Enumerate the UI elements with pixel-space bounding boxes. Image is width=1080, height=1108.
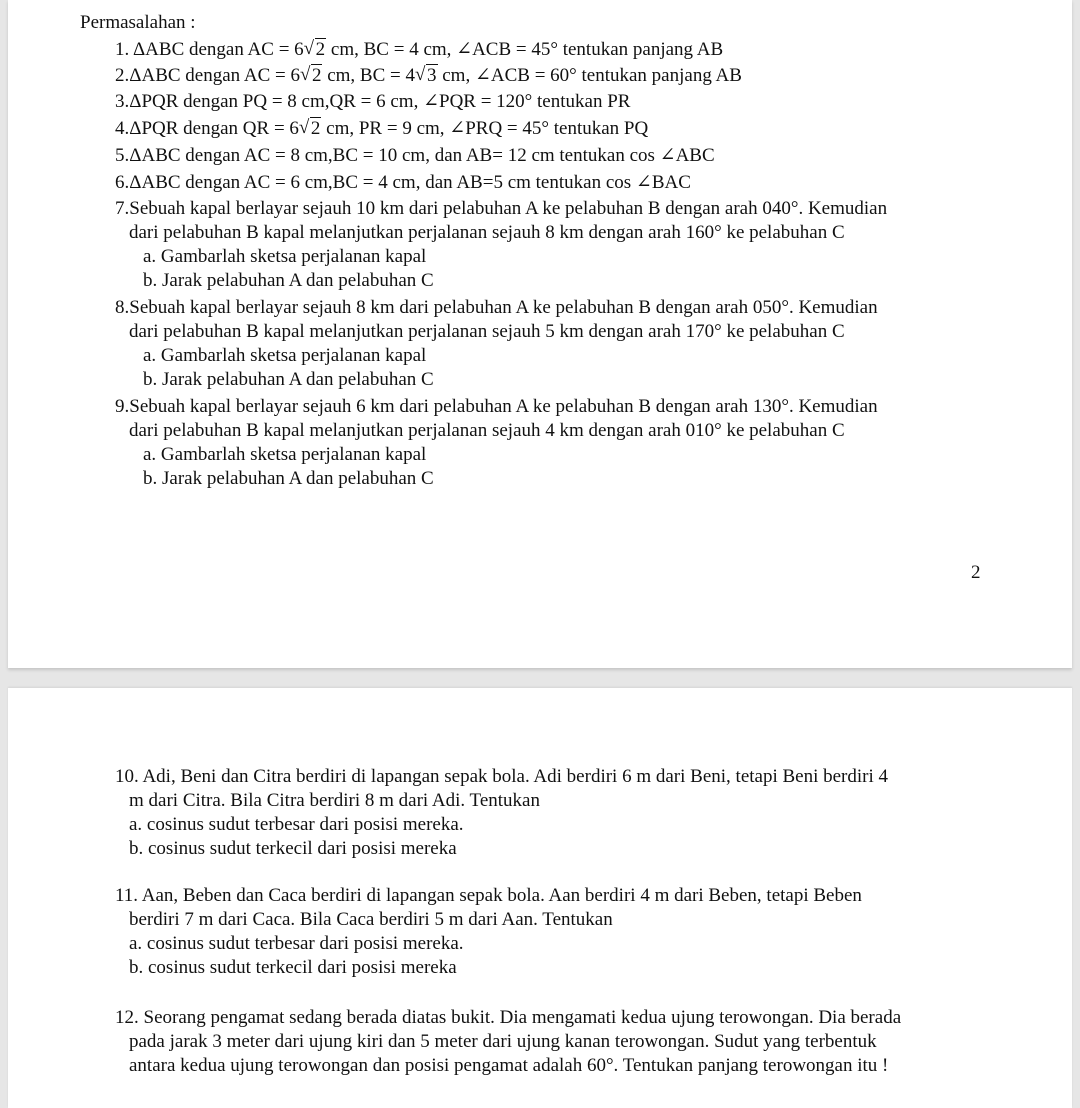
problem-12-line-3: antara kedua ujung terowongan dan posisi pengamat adalah 60°. Tentukan panjang terowongan itu ! bbox=[129, 1055, 889, 1076]
problem-8-line-2: dari pelabuhan B kapal melanjutkan perjalanan sejauh 5 km dengan arah 170° ke pelabuhan C bbox=[129, 321, 845, 342]
problem-8-b: b. Jarak pelabuhan A dan pelabuhan C bbox=[143, 369, 434, 390]
problem-7-line-1: 7.Sebuah kapal berlayar sejauh 10 km dari pelabuhan A ke pelabuhan B dengan arah 040°. Kemudian bbox=[115, 198, 888, 219]
problem-10-line-2: m dari Citra. Bila Citra berdiri 8 m dari Adi. Tentukan bbox=[129, 790, 540, 811]
problem-2: 2.ΔABC dengan AC = 6√ 2 cm, BC = 4√ 3 cm, ∠ACB = 60° tentukan panjang AB bbox=[115, 64, 742, 88]
document-page-2 bbox=[8, 688, 1072, 1108]
problem-6: 6.ΔABC dengan AC = 6 cm,BC = 4 cm, dan AB=5 cm tentukan cos ∠BAC bbox=[115, 172, 691, 193]
problem-11-line-2: berdiri 7 m dari Caca. Bila Caca berdiri 5 m dari Aan. Tentukan bbox=[129, 909, 613, 930]
problem-11-line-1: 11. Aan, Beben dan Caca berdiri di lapangan sepak bola. Aan berdiri 4 m dari Beben, tetapi Beben bbox=[115, 885, 862, 906]
problem-7-a: a. Gambarlah sketsa perjalanan kapal bbox=[143, 246, 427, 267]
problem-8-line-1: 8.Sebuah kapal berlayar sejauh 8 km dari pelabuhan A ke pelabuhan B dengan arah 050°. Kemudian bbox=[115, 297, 878, 318]
problem-12-line-1: 12. Seorang pengamat sedang berada diatas bukit. Dia mengamati kedua ujung terowongan. Dia berada bbox=[115, 1007, 902, 1028]
problem-1: 1. ΔABC dengan AC = 6√ 2 cm, BC = 4 cm, ∠ACB = 45° tentukan panjang AB bbox=[115, 38, 723, 62]
problem-9-line-2: dari pelabuhan B kapal melanjutkan perjalanan sejauh 4 km dengan arah 010° ke pelabuhan C bbox=[129, 420, 845, 441]
problem-9-b: b. Jarak pelabuhan A dan pelabuhan C bbox=[143, 468, 434, 489]
problem-10-b: b. cosinus sudut terkecil dari posisi mereka bbox=[129, 838, 457, 859]
problem-11-b: b. cosinus sudut terkecil dari posisi mereka bbox=[129, 957, 457, 978]
problem-11-a: a. cosinus sudut terbesar dari posisi mereka. bbox=[129, 933, 464, 954]
problem-7-b: b. Jarak pelabuhan A dan pelabuhan C bbox=[143, 270, 434, 291]
problem-3: 3.ΔPQR dengan PQ = 8 cm,QR = 6 cm, ∠PQR = 120° tentukan PR bbox=[115, 91, 631, 112]
problem-10-a: a. cosinus sudut terbesar dari posisi mereka. bbox=[129, 814, 464, 835]
problem-9-line-1: 9.Sebuah kapal berlayar sejauh 6 km dari pelabuhan A ke pelabuhan B dengan arah 130°. Kemudian bbox=[115, 396, 878, 417]
problem-8-a: a. Gambarlah sketsa perjalanan kapal bbox=[143, 345, 427, 366]
problem-5: 5.ΔABC dengan AC = 8 cm,BC = 10 cm, dan AB= 12 cm tentukan cos ∠ABC bbox=[115, 145, 715, 166]
problem-10-line-1: 10. Adi, Beni dan Citra berdiri di lapangan sepak bola. Adi berdiri 6 m dari Beni, tetapi Beni berdiri 4 bbox=[115, 766, 889, 787]
problem-7-line-2: dari pelabuhan B kapal melanjutkan perjalanan sejauh 8 km dengan arah 160° ke pelabuhan C bbox=[129, 222, 845, 243]
problem-12-line-2: pada jarak 3 meter dari ujung kiri dan 5 meter dari ujung kanan terowongan. Sudut yang terbentuk bbox=[129, 1031, 877, 1052]
problem-4: 4.ΔPQR dengan QR = 6√ 2 cm, PR = 9 cm, ∠PRQ = 45° tentukan PQ bbox=[115, 117, 648, 141]
document-page-1 bbox=[8, 0, 1072, 668]
heading: Permasalahan : bbox=[80, 12, 196, 33]
page-number: 2 bbox=[971, 562, 981, 583]
problem-9-a: a. Gambarlah sketsa perjalanan kapal bbox=[143, 444, 427, 465]
